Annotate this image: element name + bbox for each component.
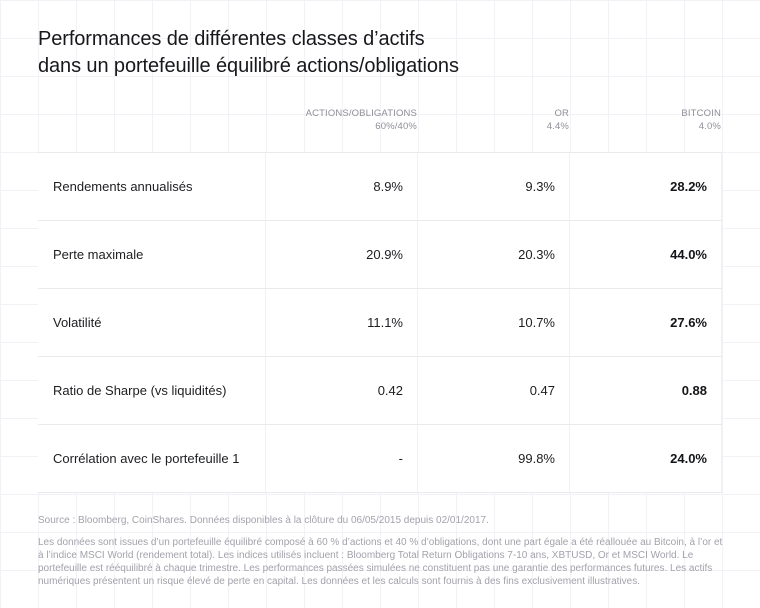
performance-table xyxy=(38,152,722,493)
column-header-bitcoin xyxy=(570,107,722,133)
column-header-label: ACTIONS/OBLIGATIONS xyxy=(305,108,417,119)
table-column-headers xyxy=(38,107,722,133)
column-header-sublabel: 4.0% xyxy=(698,121,721,132)
page-title-line-2: dans un portefeuille équilibré actions/obligations xyxy=(38,55,459,77)
value-cell-or: 0.47 xyxy=(418,357,570,424)
table-row xyxy=(38,289,722,357)
value-cell-bitcoin: 0.88 xyxy=(570,357,722,424)
source-note: Source : Bloomberg, CoinShares. Données disponibles à la clôture du 06/05/2015 depuis 02/01/2017. xyxy=(38,515,489,526)
row-label-cell: Perte maximale xyxy=(38,221,266,288)
value-cell-actions-obligations: 0.42 xyxy=(266,357,418,424)
column-header-spacer xyxy=(38,107,266,133)
column-header-label: BITCOIN xyxy=(681,108,721,119)
row-label-cell: Volatilité xyxy=(38,289,266,356)
value-cell-actions-obligations: 11.1% xyxy=(266,289,418,356)
column-header-sublabel: 4.4% xyxy=(546,121,569,132)
column-header-label: OR xyxy=(554,108,569,119)
page-title xyxy=(38,26,459,80)
column-header-or xyxy=(418,107,570,133)
table-row xyxy=(38,221,722,289)
disclaimer-text: Les données sont issues d’un portefeuille équilibré composé à 60 % d’actions et 40 % d’obligations, dont une part égale a été réallouée au Bitcoin, à l’or et à l’indice MSCI World (rendement total). Les indices utilisés incluent : Bloomberg Total Return Obligations 7-10 ans, XBTUSD, Or et MSCI World. Le portefeuille est rééquilibré à chaque trimestre. Les performances passées simulées ne constituent pas une garantie des performances futures. Les actifs numériques présentent un risque élevé de perte en capital. Les données et les calculs sont fournis à des fins exclusivement illustratives. xyxy=(38,537,723,587)
value-cell-or: 20.3% xyxy=(418,221,570,288)
value-cell-or: 10.7% xyxy=(418,289,570,356)
value-cell-actions-obligations: 20.9% xyxy=(266,221,418,288)
value-cell-actions-obligations: 8.9% xyxy=(266,153,418,220)
row-label-cell: Rendements annualisés xyxy=(38,153,266,220)
value-cell-or: 99.8% xyxy=(418,425,570,492)
table-row xyxy=(38,357,722,425)
table-row xyxy=(38,153,722,221)
value-cell-bitcoin: 27.6% xyxy=(570,289,722,356)
value-cell-bitcoin: 28.2% xyxy=(570,153,722,220)
value-cell-actions-obligations: - xyxy=(266,425,418,492)
row-label-cell: Corrélation avec le portefeuille 1 xyxy=(38,425,266,492)
page-title-line-1: Performances de différentes classes d’actifs xyxy=(38,28,425,50)
row-label-cell: Ratio de Sharpe (vs liquidités) xyxy=(38,357,266,424)
column-header-sublabel: 60%/40% xyxy=(375,121,417,132)
value-cell-or: 9.3% xyxy=(418,153,570,220)
table-row xyxy=(38,425,722,493)
column-header-actions-obligations xyxy=(266,107,418,133)
value-cell-bitcoin: 44.0% xyxy=(570,221,722,288)
value-cell-bitcoin: 24.0% xyxy=(570,425,722,492)
